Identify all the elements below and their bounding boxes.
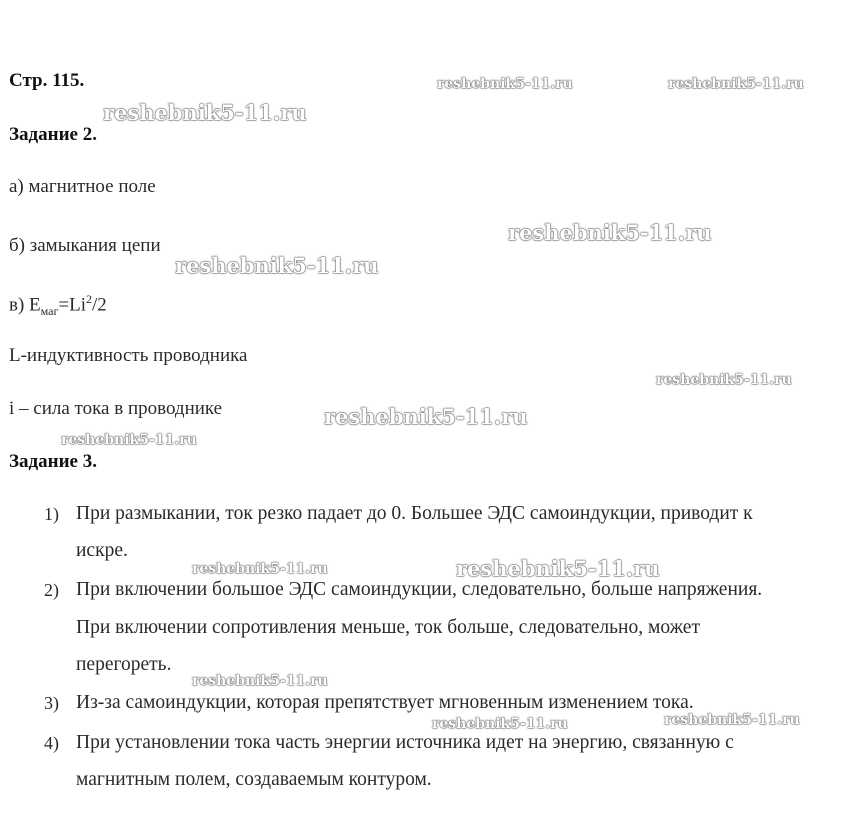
list-item-number: 4) [44,733,59,753]
watermark: reshebnik5-11.ru [103,100,307,125]
list-item-text: магнитным полем, создаваемым контуром. [76,769,432,790]
page-reference: Стр. 115. [9,70,85,91]
list-item-number: 3) [44,693,59,713]
list-item-text: искре. [76,540,128,561]
watermark: reshebnik5-11.ru [508,220,712,245]
list-item-number: 2) [44,580,59,600]
task2-formula [9,292,107,319]
task2-i-definition: i – сила тока в проводнике [9,398,223,419]
watermark: reshebnik5-11.ru [456,556,660,581]
formula-prefix: в) E [9,294,41,316]
task2-l-definition: L-индуктивность проводника [9,345,248,366]
task2-answer-a: а) магнитное поле [9,176,156,197]
watermark: reshebnik5-11.ru [668,76,804,92]
watermark: reshebnik5-11.ru [664,712,800,728]
task3-heading: Задание 3. [9,451,97,472]
list-item-number: 1) [44,504,59,524]
formula-suffix: /2 [92,294,107,316]
list-item-text: Из-за самоиндукции, которая препятствует мгновенным изменением тока. [76,692,694,713]
watermark: reshebnik5-11.ru [656,372,792,388]
watermark: reshebnik5-11.ru [324,404,528,429]
formula-subscript: маг [40,304,59,319]
watermark: reshebnik5-11.ru [192,673,328,689]
list-item-text: При размыкании, ток резко падает до 0. Большее ЭДС самоиндукции, приводит к [76,503,753,524]
list-item-text: При включении большое ЭДС самоиндукции, следовательно, больше напряжения. [76,579,763,600]
watermark: reshebnik5-11.ru [61,432,197,448]
list-item-text: перегореть. [76,654,172,675]
task2-answer-b: б) замыкания цепи [9,235,161,256]
list-item-text: При установлении тока часть энергии источника идет на энергию, связанную с [76,732,734,753]
list-item-text: При включении сопротивления меньше, ток больше, следовательно, может [76,617,700,638]
watermark: reshebnik5-11.ru [432,716,568,732]
formula-mid: =Li [58,294,87,316]
watermark: reshebnik5-11.ru [437,76,573,92]
task2-heading: Задание 2. [9,124,97,145]
watermark: reshebnik5-11.ru [175,253,379,278]
formula-superscript: 2 [86,292,93,306]
watermark: reshebnik5-11.ru [192,561,328,577]
